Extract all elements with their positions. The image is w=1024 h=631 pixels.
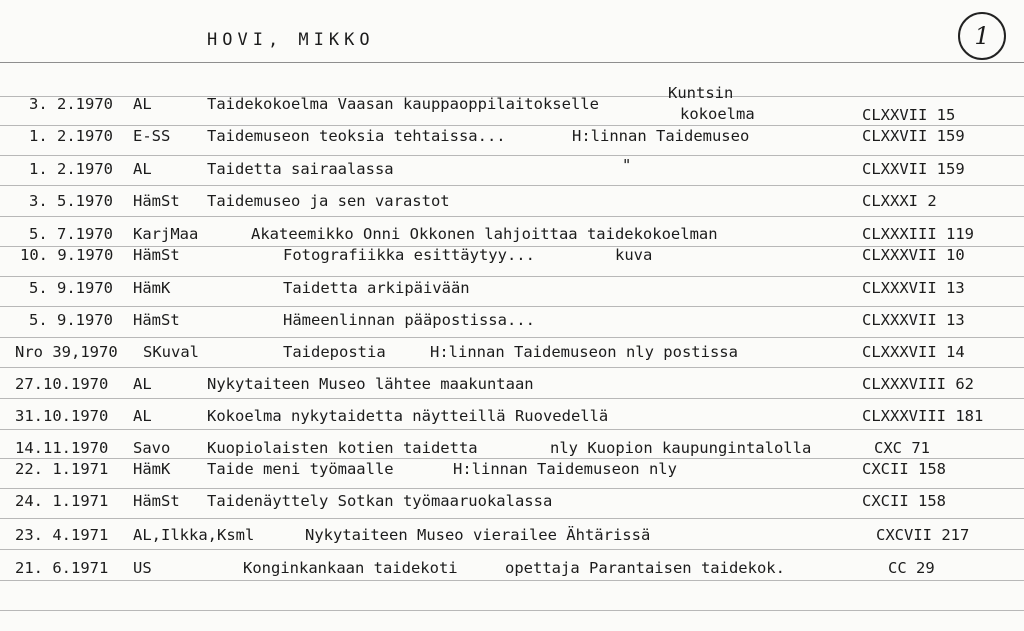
rule-line: [0, 488, 1024, 489]
entry-date: Nro 39,1970: [15, 343, 118, 361]
entry-source: HämSt: [133, 192, 180, 210]
rule-line: [0, 458, 1024, 459]
entry-note: nly Kuopion kaupungintalolla: [550, 439, 812, 457]
entry-date: 5. 7.1970: [29, 225, 113, 243]
rule-line: [0, 337, 1024, 338]
entry-date: 1. 2.1970: [29, 127, 113, 145]
entry-date: 3. 2.1970: [29, 95, 113, 113]
entry-date: 10. 9.1970: [20, 246, 114, 264]
rule-line: [0, 398, 1024, 399]
card-title: HOVI, MIKKO: [207, 30, 375, 50]
entry-title: Taidekokoelma Vaasan kauppaoppilaitokselle: [207, 95, 599, 113]
entry-reference: CLXXXVIII 62: [862, 375, 974, 393]
card-number: 1: [958, 12, 1006, 60]
entry-title: Akateemikko Onni Okkonen lahjoittaa taidekokoelman: [251, 225, 718, 243]
entry-source: HämSt: [133, 311, 180, 329]
entry-note: H:linnan Taidemuseon nly postissa: [430, 343, 738, 361]
entry-source: AL: [133, 160, 152, 178]
entry-source: Savo: [133, 439, 171, 457]
entry-source: AL,Ilkka,Ksml: [133, 526, 255, 544]
rule-line: [0, 155, 1024, 156]
entry-title: Kuopiolaisten kotien taidetta: [207, 439, 478, 457]
rule-line: [0, 185, 1024, 186]
entry-title: Nykytaiteen Museo lähtee maakuntaan: [207, 375, 534, 393]
entry-reference: CLXXVII 15: [862, 106, 956, 124]
entry-reference: CLXXXVII 14: [862, 343, 965, 361]
entry-reference: CLXXVII 159: [862, 160, 965, 178]
entry-date: 5. 9.1970: [29, 311, 113, 329]
ditto-mark: ": [622, 156, 632, 174]
entry-reference: CLXXXIII 119: [862, 225, 974, 243]
entry-source: HämK: [133, 279, 171, 297]
entry-source: HämSt: [133, 492, 180, 510]
entry-source: HämSt: [133, 246, 180, 264]
entry-date: 27.10.1970: [15, 375, 109, 393]
entry-date: 23. 4.1971: [15, 526, 109, 544]
entry-reference: CXCVII 217: [876, 526, 970, 544]
entry-source: SKuval: [143, 343, 199, 361]
entry-date: 24. 1.1971: [15, 492, 109, 510]
entry-reference: CXCII 158: [862, 460, 946, 478]
rule-line: [0, 306, 1024, 307]
entry-title: Taide meni työmaalle: [207, 460, 394, 478]
entry-source: AL: [133, 375, 152, 393]
entry-date: 1. 2.1970: [29, 160, 113, 178]
rule-line: [0, 549, 1024, 550]
entry-note: kokoelma: [680, 105, 755, 123]
entry-source: AL: [133, 95, 152, 113]
rule-line: [0, 276, 1024, 277]
rule-line: [0, 216, 1024, 217]
entry-source: E-SS: [133, 127, 171, 145]
entry-reference: CXC 71: [874, 439, 930, 457]
rule-line: [0, 367, 1024, 368]
entry-date: 22. 1.1971: [15, 460, 109, 478]
entry-date: 21. 6.1971: [15, 559, 109, 577]
entry-source: KarjMaa: [133, 225, 199, 243]
entry-date: 14.11.1970: [15, 439, 109, 457]
entry-title: Fotografiikka esittäytyy...: [283, 246, 535, 264]
entry-title: Taidetta arkipäivään: [283, 279, 470, 297]
entry-note: H:linnan Taidemuseon nly: [453, 460, 677, 478]
rule-line: [0, 518, 1024, 519]
entry-title: Nykytaiteen Museo vierailee Ähtärissä: [305, 526, 651, 544]
entry-note: Kuntsin: [668, 84, 734, 102]
entry-date: 5. 9.1970: [29, 279, 113, 297]
rule-line: [0, 62, 1024, 63]
rule-line: [0, 429, 1024, 430]
entry-note: opettaja Parantaisen taidekok.: [505, 559, 785, 577]
entry-reference: CXCII 158: [862, 492, 946, 510]
entry-reference: CLXXVII 159: [862, 127, 965, 145]
entry-source: US: [133, 559, 152, 577]
entry-source: HämK: [133, 460, 171, 478]
entry-note: H:linnan Taidemuseo: [572, 127, 750, 145]
entry-reference: CLXXXVII 13: [862, 311, 965, 329]
rule-line: [0, 610, 1024, 611]
entry-title: Taidepostia: [283, 343, 386, 361]
rule-line: [0, 125, 1024, 126]
entry-title: Taidemuseo ja sen varastot: [207, 192, 450, 210]
entry-source: AL: [133, 407, 152, 425]
entry-date: 3. 5.1970: [29, 192, 113, 210]
entry-title: Konginkankaan taidekoti: [243, 559, 458, 577]
entry-reference: CLXXXI 2: [862, 192, 937, 210]
entry-title: Taidemuseon teoksia tehtaissa...: [207, 127, 506, 145]
entry-reference: CC 29: [888, 559, 935, 577]
entry-note: kuva: [615, 246, 653, 264]
entry-date: 31.10.1970: [15, 407, 109, 425]
entry-reference: CLXXXVII 13: [862, 279, 965, 297]
entry-title: Hämeenlinnan pääpostissa...: [283, 311, 535, 329]
entry-reference: CLXXXVIII 181: [862, 407, 984, 425]
entry-title: Kokoelma nykytaidetta näytteillä Ruovedellä: [207, 407, 609, 425]
rule-line: [0, 580, 1024, 581]
entry-title: Taidenäyttely Sotkan työmaaruokalassa: [207, 492, 553, 510]
entry-title: Taidetta sairaalassa: [207, 160, 394, 178]
entry-reference: CLXXXVII 10: [862, 246, 965, 264]
